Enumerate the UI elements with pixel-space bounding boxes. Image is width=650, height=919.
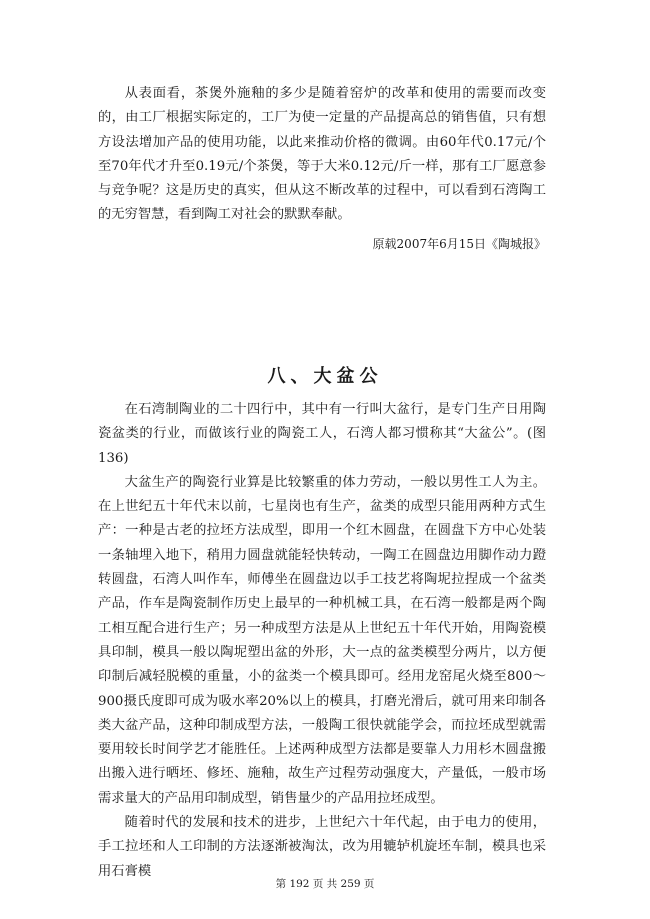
footer-prefix: 第 [275, 878, 287, 890]
section-title: 八、大盆公 [267, 366, 383, 387]
total-page-count: 259 [340, 878, 361, 890]
current-page-number: 192 [289, 878, 310, 890]
paragraph-1: 在石湾制陶业的二十四行中，其中有一行叫大盆行，是专门生产日用陶瓷盆类的行业，而做该行业的陶瓷工人，石湾人都习惯称其“大盆公”。(图136) [98, 402, 546, 466]
paragraph-2: 大盆生产的陶瓷行业算是比较繁重的体力劳动，一般以男性工人为主。在上世纪五十年代末以前，七星岗也有生产，盆类的成型只能用两种方式生产：一种是古老的拉坯方法成型，即用一个红木圆盘，在圆盘下方中心处装一条轴埋入地下，稍用力圆盘就能轻快转动，一陶工在圆盘边用脚作动力蹬转圆盘，石湾人叫作车，师傅坐在圆盘边以手工技艺将陶坭拉捏成一个盆类产品，作车是陶瓷制作历史上最早的一种机械工具，在石湾一般都是两个陶工相互配合进行生产；另一种成型方法是从上世纪五十年代开始，用陶瓷模具印制，模具一般以陶坭塑出盆的外形，大一点的盆类模型分两片，以方便印制后减轻脱模的重量，小的盆类一个模具即可。经用龙窑尾火烧至800～900摄氏度即可成为吸水率20%以上的模具，打磨光滑后，就可用来印制各类大盆产品，这种印制成型方法，一般陶工很快就能学会，而拉坯成型就需要用较长时间学艺才能胜任。上述两种成型方法都是要靠人力用杉木圆盘搬出搬入进行晒坯、修坯、施釉，故生产过程劳动强度大，产量低，一般市场需求量大的产品用印制成型，销售量少的产品用拉坯成型。 [98, 474, 546, 806]
footer-middle: 页 共 [312, 878, 338, 890]
page-footer [0, 876, 650, 892]
intro-text-block [98, 82, 546, 228]
source-note: 原载2007年6月15日《陶城报》 [372, 237, 546, 251]
intro-paragraph: 从表面看，茶煲外施釉的多少是随着窑炉的改革和使用的需要而改变的，由工厂根据实际定的，工厂为使一定量的产品提高总的销售值，只有想方设法增加产品的使用功能，以此来推动价格的微调。由60年代0.17元/个至70年代才升至0.19元/个茶煲，等于大米0.12元/斤一样，那有工厂愿意参与竞争呢？这是历史的真实，但从这不断改革的过程中，可以看到石湾陶工的无穷智慧，看到陶工对社会的默默奉献。 [98, 86, 546, 223]
paragraph-3: 随着时代的发展和技术的进步，上世纪六十年代起，由于电力的使用，手工拉坯和人工印制的方法逐渐被淘汰，改为用辘轳机旋坯车制，模具也采用石膏模 [98, 815, 546, 879]
footer-suffix: 页 [363, 878, 375, 890]
section-body [98, 398, 546, 884]
